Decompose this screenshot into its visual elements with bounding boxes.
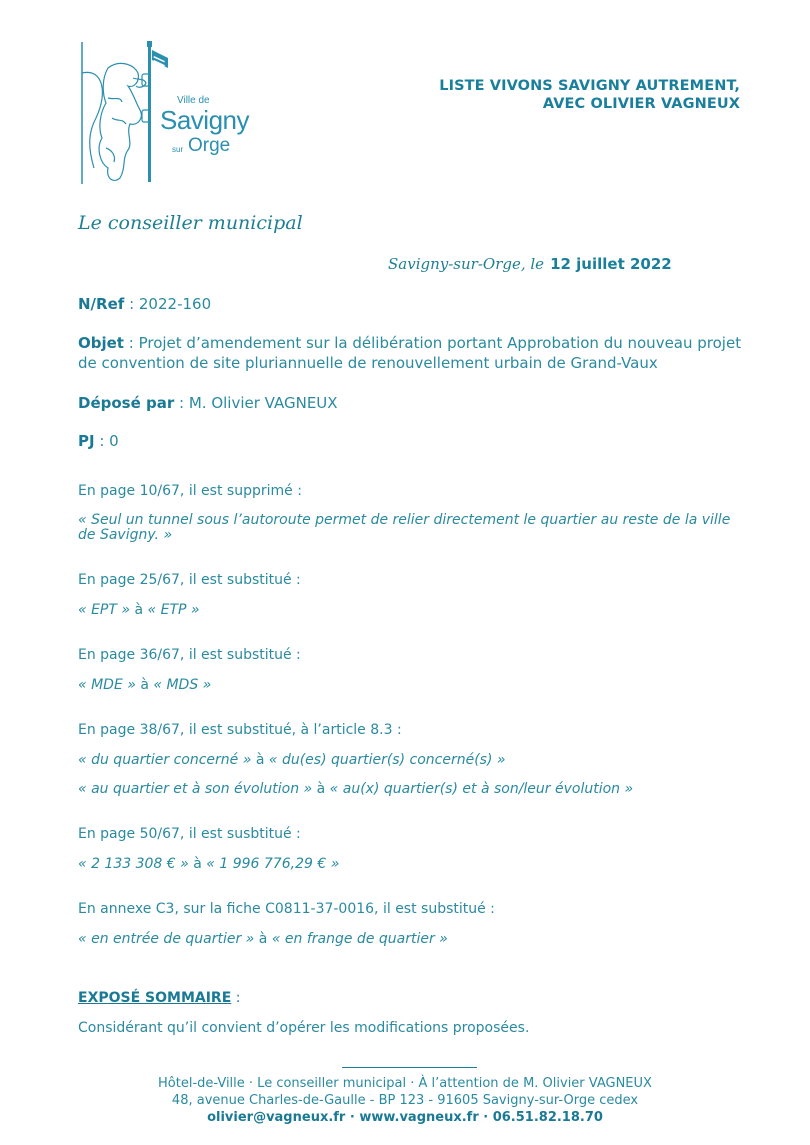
objet-value: Projet d’amendement sur la délibération portant Approbation du nouveau projet de convention de site pluriannuelle de renouvellement urbain de Grand-Vaux — [78, 334, 742, 372]
depose-value: M. Olivier VAGNEUX — [188, 394, 338, 412]
depose-sep: : — [174, 394, 189, 412]
pj-field — [78, 431, 748, 451]
amendment-substitution — [78, 781, 748, 797]
substitution-to: « au(x) quartier(s) et à son/leur évolution » — [329, 781, 634, 797]
pj-value: 0 — [109, 432, 119, 450]
logo-orge: Orge — [188, 135, 231, 156]
amendment-substitution — [78, 602, 748, 618]
footer-contact: olivier@vagneux.fr · www.vagneux.fr · 06.51.82.18.70 — [207, 1110, 603, 1125]
amendment-intro: En page 25/67, il est substitué : — [78, 572, 301, 588]
logo-sur: sur — [172, 145, 184, 154]
amendment-intro: En page 38/67, il est substitué, à l’article 8.3 : — [78, 722, 402, 738]
logo-ville-de: Ville de — [177, 95, 210, 106]
substitution-joiner: à — [135, 677, 154, 693]
amendment-intro: En page 50/67, il est susbtitué : — [78, 826, 301, 842]
expose-text: Considérant qu’il convient d’opérer les modifications proposées. — [78, 1020, 530, 1036]
amendment-intro: En page 36/67, il est substitué : — [78, 647, 301, 663]
substitution-joiner: à — [251, 752, 269, 768]
pj-sep: : — [94, 432, 110, 450]
date-value: 12 juillet 2022 — [550, 255, 672, 273]
footer — [0, 1075, 810, 1126]
amendment-intro: En annexe C3, sur la fiche C0811-37-0016, il est substitué : — [78, 901, 495, 917]
expose-colon: : — [231, 990, 241, 1006]
date-line — [388, 254, 672, 273]
date-place: Savigny-sur-Orge, le — [388, 255, 545, 273]
depose-label: Déposé par — [78, 394, 175, 412]
objet-field — [78, 333, 748, 373]
list-title-line1: LISTE VIVONS SAVIGNY AUTREMENT, — [439, 78, 740, 94]
amendment-substitution — [78, 677, 748, 693]
footer-line-2: 48, avenue Charles-de-Gaulle - BP 123 - 91605 Savigny-sur-Orge cedex — [171, 1093, 639, 1108]
substitution-to: « MDS » — [153, 677, 212, 693]
substitution-from: « 2 133 308 € » — [78, 856, 189, 872]
substitution-from: « EPT » — [78, 602, 131, 618]
reference-field — [78, 294, 748, 314]
substitution-to: « ETP » — [147, 602, 200, 618]
reference-sep: : — [124, 295, 139, 313]
reference-label: N/Ref — [78, 295, 125, 313]
role-heading: Le conseiller municipal — [78, 212, 303, 234]
list-title — [439, 77, 740, 113]
reference-value: 2022-160 — [138, 295, 212, 313]
substitution-to: « 1 996 776,29 € » — [206, 856, 340, 872]
expose-label: EXPOSÉ SOMMAIRE — [78, 990, 232, 1006]
amendment-substitution — [78, 752, 748, 768]
pj-label: PJ — [78, 432, 95, 450]
footer-divider — [342, 1067, 477, 1068]
amendment-substitution — [78, 931, 748, 947]
objet-label: Objet — [78, 334, 124, 352]
substitution-to: « en frange de quartier » — [271, 931, 448, 947]
depose-field — [78, 393, 748, 413]
savigny-logo — [78, 38, 248, 188]
lion-with-flag-icon — [78, 38, 168, 188]
amendment-substitution — [78, 856, 748, 872]
substitution-joiner: à — [188, 856, 207, 872]
amendment-intro: En page 10/67, il est supprimé : — [78, 483, 302, 499]
objet-sep: : — [123, 334, 139, 352]
substitution-from: « au quartier et à son évolution » — [78, 781, 313, 797]
substitution-to: « du(es) quartier(s) concerné(s) » — [268, 752, 506, 768]
substitution-joiner: à — [254, 931, 272, 947]
amendment-quote: « Seul un tunnel sous l’autoroute permet de relier directement le quartier au reste de la ville de Savigny. » — [78, 512, 731, 543]
list-title-line2: AVEC OLIVIER VAGNEUX — [542, 96, 740, 112]
substitution-joiner: à — [130, 602, 148, 618]
footer-line-1: Hôtel-de-Ville · Le conseiller municipal · À l’attention de M. Olivier VAGNEUX — [158, 1076, 652, 1091]
logo-savigny: Savigny — [160, 105, 249, 135]
substitution-joiner: à — [312, 781, 330, 797]
expose-heading — [78, 990, 240, 1006]
substitution-from: « MDE » — [78, 677, 136, 693]
substitution-from: « du quartier concerné » — [78, 752, 252, 768]
substitution-from: « en entrée de quartier » — [78, 931, 255, 947]
